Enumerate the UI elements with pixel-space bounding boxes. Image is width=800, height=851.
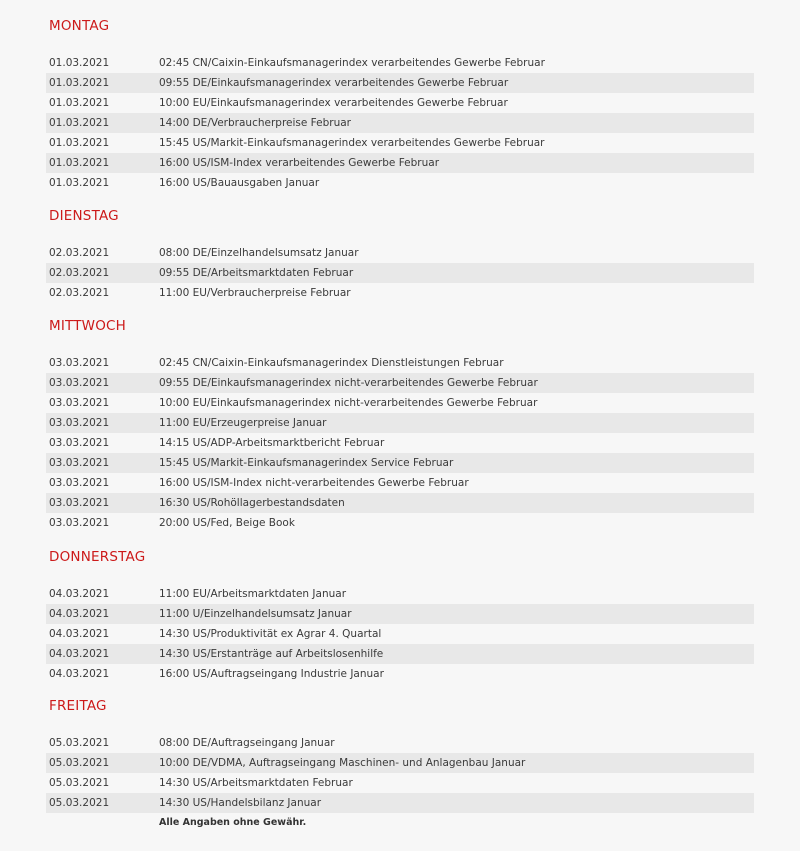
event-date: 04.03.2021 <box>49 668 110 680</box>
day-heading: DIENSTAG <box>49 208 119 224</box>
event-list <box>46 53 754 193</box>
event-row <box>46 283 754 303</box>
event-row <box>46 624 754 644</box>
day-heading: MITTWOCH <box>49 318 127 334</box>
event-text: 11:00 EU/Arbeitsmarktdaten Januar <box>159 588 347 600</box>
day-section-tuesday <box>46 206 754 226</box>
event-date: 03.03.2021 <box>49 417 110 429</box>
event-date: 03.03.2021 <box>49 437 110 449</box>
event-list <box>46 243 754 303</box>
event-text: 11:00 U/Einzelhandelsumsatz Januar <box>159 608 352 620</box>
event-row <box>46 733 754 753</box>
event-date: 01.03.2021 <box>49 97 110 109</box>
event-text: 14:00 DE/Verbraucherpreise Februar <box>159 117 351 129</box>
event-list <box>46 584 754 684</box>
event-text: 16:30 US/Rohöllagerbestandsdaten <box>159 497 345 509</box>
event-date: 04.03.2021 <box>49 588 110 600</box>
event-date: 04.03.2021 <box>49 608 110 620</box>
event-row <box>46 513 754 533</box>
event-date: 03.03.2021 <box>49 457 110 469</box>
event-row <box>46 263 754 283</box>
event-row <box>46 353 754 373</box>
event-date: 05.03.2021 <box>49 797 110 809</box>
event-row <box>46 243 754 263</box>
event-text: 16:00 US/Auftragseingang Industrie Januar <box>159 668 384 680</box>
event-text: 10:00 EU/Einkaufsmanagerindex nicht-verarbeitendes Gewerbe Februar <box>159 397 538 409</box>
day-section-monday <box>46 16 754 36</box>
day-section-wednesday <box>46 316 754 336</box>
event-text: 14:30 US/Handelsbilanz Januar <box>159 797 322 809</box>
event-text: 16:00 US/Bauausgaben Januar <box>159 177 320 189</box>
event-date: 01.03.2021 <box>49 177 110 189</box>
event-row <box>46 133 754 153</box>
event-row <box>46 373 754 393</box>
event-row <box>46 153 754 173</box>
event-date: 02.03.2021 <box>49 247 110 259</box>
event-date: 03.03.2021 <box>49 357 110 369</box>
event-date: 05.03.2021 <box>49 737 110 749</box>
event-text: 02:45 CN/Caixin-Einkaufsmanagerindex verarbeitendes Gewerbe Februar <box>159 57 545 69</box>
event-date: 04.03.2021 <box>49 628 110 640</box>
event-list <box>46 353 754 533</box>
event-text: 16:00 US/ISM-Index nicht-verarbeitendes Gewerbe Februar <box>159 477 469 489</box>
event-date: 03.03.2021 <box>49 397 110 409</box>
day-section-friday <box>46 696 754 716</box>
event-row <box>46 433 754 453</box>
event-date: 02.03.2021 <box>49 267 110 279</box>
event-list <box>46 733 754 833</box>
event-date: 03.03.2021 <box>49 517 110 529</box>
event-text: 09:55 DE/Einkaufsmanagerindex verarbeitendes Gewerbe Februar <box>159 77 509 89</box>
event-text: 15:45 US/Markit-Einkaufsmanagerindex verarbeitendes Gewerbe Februar <box>159 137 545 149</box>
event-row <box>46 413 754 433</box>
event-date: 05.03.2021 <box>49 777 110 789</box>
event-row <box>46 664 754 684</box>
event-text: 09:55 DE/Einkaufsmanagerindex nicht-verarbeitendes Gewerbe Februar <box>159 377 538 389</box>
event-text: 20:00 US/Fed, Beige Book <box>159 517 295 529</box>
event-text: 11:00 EU/Verbraucherpreise Februar <box>159 287 351 299</box>
event-date: 01.03.2021 <box>49 57 110 69</box>
event-row <box>46 113 754 133</box>
event-date: 04.03.2021 <box>49 648 110 660</box>
event-date: 03.03.2021 <box>49 377 110 389</box>
event-date: 03.03.2021 <box>49 497 110 509</box>
event-date: 02.03.2021 <box>49 287 110 299</box>
event-row <box>46 773 754 793</box>
event-row <box>46 793 754 813</box>
event-date: 01.03.2021 <box>49 77 110 89</box>
event-row <box>46 393 754 413</box>
event-row <box>46 93 754 113</box>
event-date: 05.03.2021 <box>49 757 110 769</box>
event-text: 14:30 US/Produktivität ex Agrar 4. Quartal <box>159 628 382 640</box>
event-text: 10:00 EU/Einkaufsmanagerindex verarbeitendes Gewerbe Februar <box>159 97 508 109</box>
event-text: 02:45 CN/Caixin-Einkaufsmanagerindex Dienstleistungen Februar <box>159 357 504 369</box>
event-date: 01.03.2021 <box>49 157 110 169</box>
event-row <box>46 453 754 473</box>
event-row <box>46 584 754 604</box>
event-date: 01.03.2021 <box>49 137 110 149</box>
day-heading: DONNERSTAG <box>49 549 146 565</box>
event-text: 14:30 US/Arbeitsmarktdaten Februar <box>159 777 353 789</box>
event-row <box>46 53 754 73</box>
event-text: 15:45 US/Markit-Einkaufsmanagerindex Service Februar <box>159 457 454 469</box>
event-date: 03.03.2021 <box>49 477 110 489</box>
event-text: 11:00 EU/Erzeugerpreise Januar <box>159 417 327 429</box>
event-row <box>46 173 754 193</box>
event-date: 01.03.2021 <box>49 117 110 129</box>
day-heading: FREITAG <box>49 698 107 714</box>
event-text: 14:30 US/Erstanträge auf Arbeitslosenhilfe <box>159 648 384 660</box>
event-text: 09:55 DE/Arbeitsmarktdaten Februar <box>159 267 354 279</box>
disclaimer: Alle Angaben ohne Gewähr. <box>159 817 307 828</box>
event-row <box>46 73 754 93</box>
event-row <box>46 473 754 493</box>
event-text: 08:00 DE/Einzelhandelsumsatz Januar <box>159 247 359 259</box>
event-row <box>46 493 754 513</box>
event-text: 08:00 DE/Auftragseingang Januar <box>159 737 335 749</box>
day-section-thursday <box>46 547 754 567</box>
event-text: 16:00 US/ISM-Index verarbeitendes Gewerbe Februar <box>159 157 440 169</box>
event-text: 10:00 DE/VDMA, Auftragseingang Maschinen- und Anlagenbau Januar <box>159 757 526 769</box>
event-row <box>46 644 754 664</box>
event-row <box>46 604 754 624</box>
day-heading: MONTAG <box>49 18 110 34</box>
event-text: 14:15 US/ADP-Arbeitsmarktbericht Februar <box>159 437 385 449</box>
event-row <box>46 753 754 773</box>
